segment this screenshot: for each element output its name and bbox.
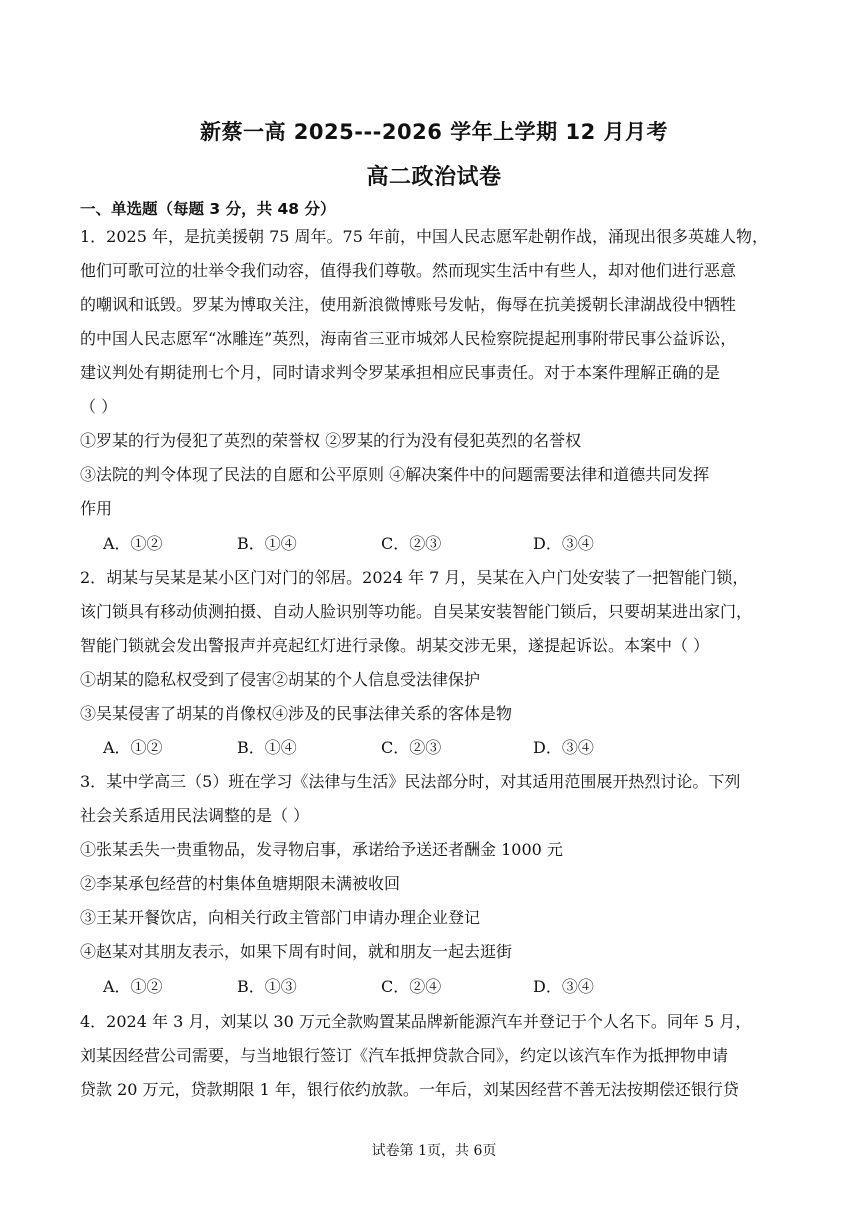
question-4-line: 刘某因经营公司需要，与当地银行签订《汽车抵押贷款合同》，约定以该汽车作为抵押物申请	[80, 1046, 729, 1065]
option-a[interactable]: A．①②	[103, 534, 163, 553]
question-2-choice-line: ①胡某的隐私权受到了侵害②胡某的个人信息受法律保护	[80, 670, 481, 689]
question-2-options	[103, 737, 613, 759]
option-b[interactable]: B．①④	[237, 738, 297, 757]
question-3-options	[103, 976, 613, 998]
question-1-line: 1．2025 年，是抗美援朝 75 周年。75 年前，中国人民志愿军赴朝作战，涌现出很多英雄人物，	[80, 227, 768, 246]
question-1-options	[103, 533, 613, 555]
question-2-line: 智能门锁就会发出警报声并亮起红灯进行录像。胡某交涉无果，遂提起诉讼。本案中（ ）	[80, 636, 710, 655]
question-3-choice-line: ②李某承包经营的村集体鱼塘期限未满被收回	[80, 874, 401, 893]
question-3-choice-line: ①张某丢失一贵重物品，发寻物启事，承诺给予送还者酬金 1000 元	[80, 840, 563, 859]
question-4-line: 4．2024 年 3 月，刘某以 30 万元全款购置某品牌新能源汽车并登记于个人名下。同年 5 月，	[80, 1012, 752, 1031]
option-c[interactable]: C．②③	[381, 738, 442, 757]
exam-title: 新蔡一高 2025---2026 学年上学期 12 月月考	[199, 120, 668, 144]
option-a[interactable]: A．①②	[103, 738, 163, 757]
question-1-choice-line: 作用	[80, 499, 113, 518]
exam-subtitle: 高二政治试卷	[366, 165, 502, 190]
question-1-line: 他们可歌可泣的壮举令我们动容，值得我们尊敬。然而现实生活中有些人，却对他们进行恶意	[80, 261, 737, 280]
option-b[interactable]: B．①④	[237, 534, 297, 553]
page-footer: 试卷第 1页，共 6页	[371, 1143, 497, 1159]
question-3-line: 社会关系适用民法调整的是（ ）	[80, 806, 310, 825]
question-1-line: 的嘲讽和诋毁。罗某为博取关注，使用新浪微博账号发帖，侮辱在抗美援朝长津湖战役中牺牲	[80, 295, 737, 314]
question-2-choice-line: ③吴某侵害了胡某的肖像权④涉及的民事法律关系的客体是物	[80, 704, 513, 723]
section-heading: 一、单选题（每题 3 分，共 48 分）	[80, 200, 336, 218]
option-d[interactable]: D．③④	[533, 738, 594, 757]
question-3-line: 3．某中学高三（5）班在学习《法律与生活》民法部分时，对其适用范围展开热烈讨论。下列	[80, 772, 741, 791]
question-1-choice-line: ①罗某的行为侵犯了英烈的荣誉权 ②罗某的行为没有侵犯英烈的名誉权	[80, 431, 582, 450]
question-1-line: （ ）	[80, 397, 118, 416]
option-a[interactable]: A．①②	[103, 977, 163, 996]
option-c[interactable]: C．②④	[381, 977, 442, 996]
option-b[interactable]: B．①③	[237, 977, 297, 996]
option-d[interactable]: D．③④	[533, 977, 594, 996]
question-1-line: 建议判处有期徒刑七个月，同时请求判令罗某承担相应民事责任。对于本案件理解正确的是	[80, 363, 721, 382]
option-c[interactable]: C．②③	[381, 534, 442, 553]
question-2-line: 2．胡某与吴某是某小区门对门的邻居。2024 年 7 月，吴某在入户门处安装了一把智能门锁，	[80, 568, 749, 587]
question-4-line: 贷款 20 万元，贷款期限 1 年，银行依约放款。一年后，刘某因经营不善无法按期偿还银行贷	[80, 1080, 739, 1099]
question-3-choice-line: ③王某开餐饮店，向相关行政主管部门申请办理企业登记	[80, 908, 481, 927]
question-1-line: 的中国人民志愿军“冰雕连”英烈，海南省三亚市城郊人民检察院提起刑事附带民事公益诉讼，	[80, 329, 737, 348]
option-d[interactable]: D．③④	[533, 534, 594, 553]
question-2-line: 该门锁具有移动侦测拍摄、自动人脸识别等功能。自吴某安装智能门锁后，只要胡某进出家门，	[80, 602, 753, 621]
question-3-choice-line: ④赵某对其朋友表示，如果下周有时间，就和朋友一起去逛街	[80, 942, 513, 961]
question-1-choice-line: ③法院的判令体现了民法的自愿和公平原则 ④解决案件中的问题需要法律和道德共同发挥	[80, 465, 710, 484]
